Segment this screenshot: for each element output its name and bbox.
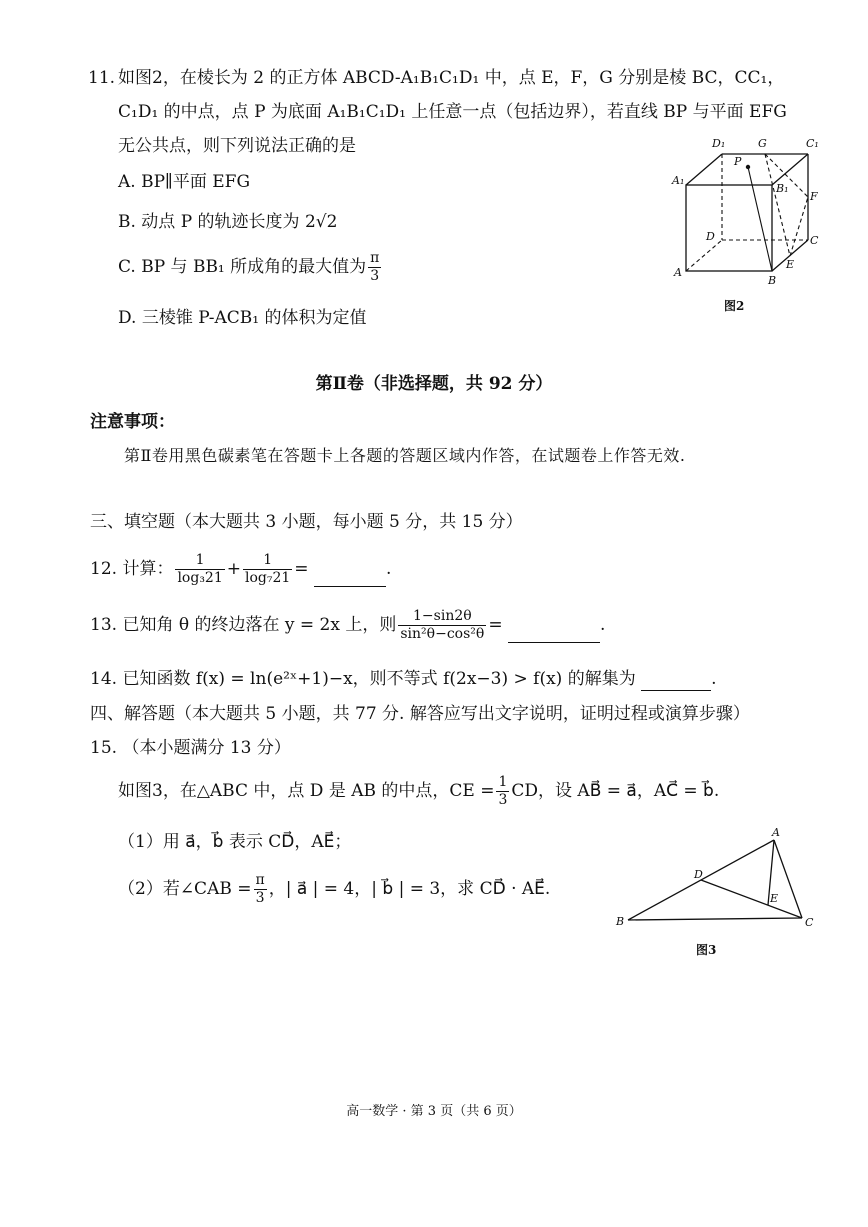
segment-dc <box>701 880 802 918</box>
notice-text: 第Ⅱ卷用黑色碳素笔在答题卡上各题的答题区域内作答，在试题卷上作答无效. <box>124 446 686 465</box>
notice-title: 注意事项： <box>90 412 175 432</box>
q11-number: 11. <box>88 68 116 88</box>
fraction-denominator: 3 <box>498 792 508 808</box>
label-b: B <box>616 915 625 928</box>
q13-answer-blank <box>508 624 600 643</box>
segment-bc <box>628 918 802 920</box>
label-g: G <box>758 137 767 150</box>
label-a: A <box>674 266 682 279</box>
label-f: F <box>810 190 818 203</box>
segment-ac <box>774 840 802 918</box>
section-3-title: 三、填空题（本大题共 3 小题，每小题 5 分，共 15 分） <box>90 512 523 532</box>
label-p: P <box>734 155 742 168</box>
label-a: A <box>772 826 780 839</box>
fraction-numerator: 1 <box>243 552 292 570</box>
q15-stem-pre: 如图3，在△ABC 中，点 D 是 AB 的中点，CE = <box>118 781 495 801</box>
q15-number: 15. <box>90 738 118 758</box>
edge-ad-hidden <box>686 240 722 271</box>
q14-end: . <box>711 669 717 689</box>
label-d: D <box>706 230 715 243</box>
figure-3-caption: 图3 <box>696 943 717 957</box>
segment-bp <box>748 167 772 271</box>
fraction-numerator: 1 <box>498 774 508 790</box>
q12-number: 12. <box>90 559 118 579</box>
q11-option-b: B. 动点 P 的轨迹长度为 2√2 <box>118 212 338 232</box>
fraction-numerator: π <box>255 872 265 888</box>
q12-prefix: 计算： <box>122 559 174 579</box>
q15-stem-fraction <box>496 774 509 809</box>
q15-stem <box>118 774 719 809</box>
fraction-denominator: 3 <box>255 890 265 906</box>
q13-fraction <box>398 608 486 643</box>
label-d1: D₁ <box>712 137 726 150</box>
label-b1: B₁ <box>776 182 789 195</box>
q15-part-1: （1）用 a⃗，b⃗ 表示 CD⃗，AE⃗； <box>118 832 352 852</box>
q11-option-d: D. 三棱锥 P-ACB₁ 的体积为定值 <box>118 308 367 328</box>
q15-part-2-post: ，| a⃗ | = 4，| b⃗ | = 3，求 CD⃗ · AE⃗. <box>268 879 551 899</box>
q12-plus: + <box>226 559 241 579</box>
section-4-title: 四、解答题（本大题共 5 小题，共 77 分. 解答应写出文字说明，证明过程或演算步骤） <box>90 704 750 724</box>
label-c: C <box>810 234 819 247</box>
q11-line3: 无公共点，则下列说法正确的是 <box>118 136 356 156</box>
fraction-denominator: log₃21 <box>177 570 223 586</box>
q12 <box>90 552 391 587</box>
q15-part-2-pre: （2）若∠CAB = <box>118 879 252 899</box>
label-e: E <box>786 258 795 271</box>
q11-line1: 如图2，在棱长为 2 的正方体 ABCD-A₁B₁C₁D₁ 中，点 E，F，G 分别是棱 BC，CC₁， <box>118 68 785 88</box>
label-b: B <box>768 274 777 287</box>
section-2-title: 第Ⅱ卷（非选择题，共 92 分） <box>315 374 553 394</box>
fraction-denominator: log₇21 <box>245 570 291 586</box>
q15-points: （本小题满分 13 分） <box>122 738 291 758</box>
fraction-numerator: π <box>370 250 380 266</box>
q15-header <box>90 736 291 760</box>
q11-option-c-fraction <box>368 250 381 285</box>
figure-2-caption: 图2 <box>724 299 745 313</box>
fraction-denominator: 3 <box>370 268 380 284</box>
q11-option-c-text: C. BP 与 BB₁ 所成角的最大值为 <box>118 257 367 277</box>
figure-2-cube <box>668 130 828 320</box>
figure-3-triangle <box>612 822 822 962</box>
fraction-denominator: sin²θ−cos²θ <box>400 626 485 642</box>
q14-text: 已知函数 f(x) = ln(e²ˣ+1)−x，则不等式 f(2x−3) > f(x) 的解集为 <box>122 669 636 689</box>
q12-equals: = <box>294 559 309 579</box>
q12-end: . <box>385 559 392 579</box>
q14-number: 14. <box>90 669 118 689</box>
q14-answer-blank <box>641 672 711 691</box>
q11-option-c <box>118 250 383 285</box>
q13-end: . <box>599 615 606 635</box>
q15-part-2-fraction <box>254 872 267 907</box>
q13-equals: = <box>488 615 503 635</box>
edge-b1c1 <box>772 154 808 185</box>
q15-stem-post: CD，设 AB⃗ = a⃗，AC⃗ = b⃗. <box>511 781 720 801</box>
q12-fraction-2 <box>243 552 292 587</box>
label-c1: C₁ <box>806 137 819 150</box>
front-face <box>686 185 772 271</box>
q13-number: 13. <box>90 615 118 635</box>
q15-part-2 <box>118 872 550 907</box>
label-e: E <box>770 892 779 905</box>
q12-fraction-1 <box>175 552 224 587</box>
segment-ge-hidden <box>765 154 790 256</box>
q12-answer-blank <box>314 568 386 587</box>
page-footer: 高一数学 · 第 3 页（共 6 页） <box>346 1104 522 1119</box>
label-a1: A₁ <box>672 174 685 187</box>
q11-option-a: A. BP∥平面 EFG <box>118 172 251 192</box>
point-p <box>746 165 750 169</box>
q11-line2: C₁D₁ 的中点，点 P 为底面 A₁B₁C₁D₁ 上任意一点（包括边界），若直线 BP 与平面 EFG <box>118 102 787 122</box>
label-d: D <box>694 868 703 881</box>
label-c: C <box>805 916 814 929</box>
fraction-numerator: 1 <box>175 552 224 570</box>
fraction-numerator: 1−sin2θ <box>398 608 486 626</box>
q13 <box>90 608 605 643</box>
q14 <box>90 667 717 691</box>
edge-a1d1 <box>686 154 722 185</box>
q13-prefix: 已知角 θ 的终边落在 y = 2x 上，则 <box>122 615 397 635</box>
